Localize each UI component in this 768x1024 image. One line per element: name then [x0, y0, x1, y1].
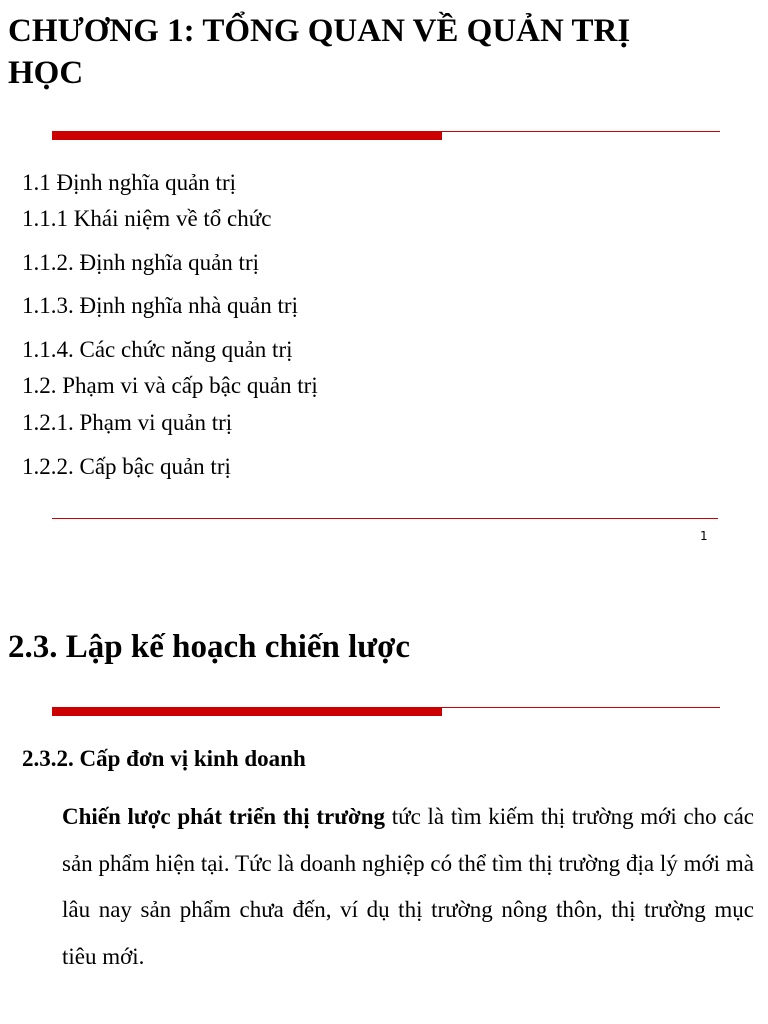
- toc-item: 1.2. Phạm vi và cấp bậc quản trị: [22, 373, 318, 398]
- toc-item: 1.1.1 Khái niệm về tổ chức: [22, 206, 272, 231]
- title-underline: [52, 131, 720, 141]
- toc-item: 1.1 Định nghĩa quản trị: [22, 170, 236, 195]
- toc-item: 1.1.4. Các chức năng quản trị: [22, 337, 293, 362]
- underline-thin-segment: [442, 131, 720, 132]
- toc-item: 1.1.2. Định nghĩa quản trị: [22, 250, 259, 275]
- toc-item: 1.2.2. Cấp bậc quản trị: [22, 454, 231, 479]
- body-paragraph: [62, 794, 754, 980]
- underline-thin-segment: [442, 707, 720, 708]
- paragraph-bold-term: Chiến lược phát triển thị trường: [62, 804, 386, 829]
- toc-item: 1.1.3. Định nghĩa nhà quản trị: [22, 293, 298, 318]
- chapter-title: CHƯƠNG 1: TỔNG QUAN VỀ QUẢN TRỊ HỌC: [8, 13, 631, 91]
- toc-item: 1.2.1. Phạm vi quản trị: [22, 410, 233, 435]
- slide-strategic-planning: [0, 600, 768, 1024]
- page-number: 1: [700, 529, 708, 543]
- underline-thick-segment: [52, 131, 442, 140]
- section-title: 2.3. Lập kế hoạch chiến lược: [8, 629, 411, 665]
- subsection-heading: 2.3.2. Cấp đơn vị kinh doanh: [22, 746, 306, 771]
- underline-thick-segment: [52, 707, 442, 716]
- footer-divider: [52, 518, 718, 519]
- title-underline: [52, 707, 720, 717]
- paragraph-text: tức là tìm kiếm thị trường mới cho các sản phẩm hiện tại. Tức là doanh nghiệp có thể tìm thị trường địa lý mới mà lâu nay sản phẩm chưa đến, ví dụ thị trường nông thôn, thị trường mục tiêu mới.: [62, 804, 754, 969]
